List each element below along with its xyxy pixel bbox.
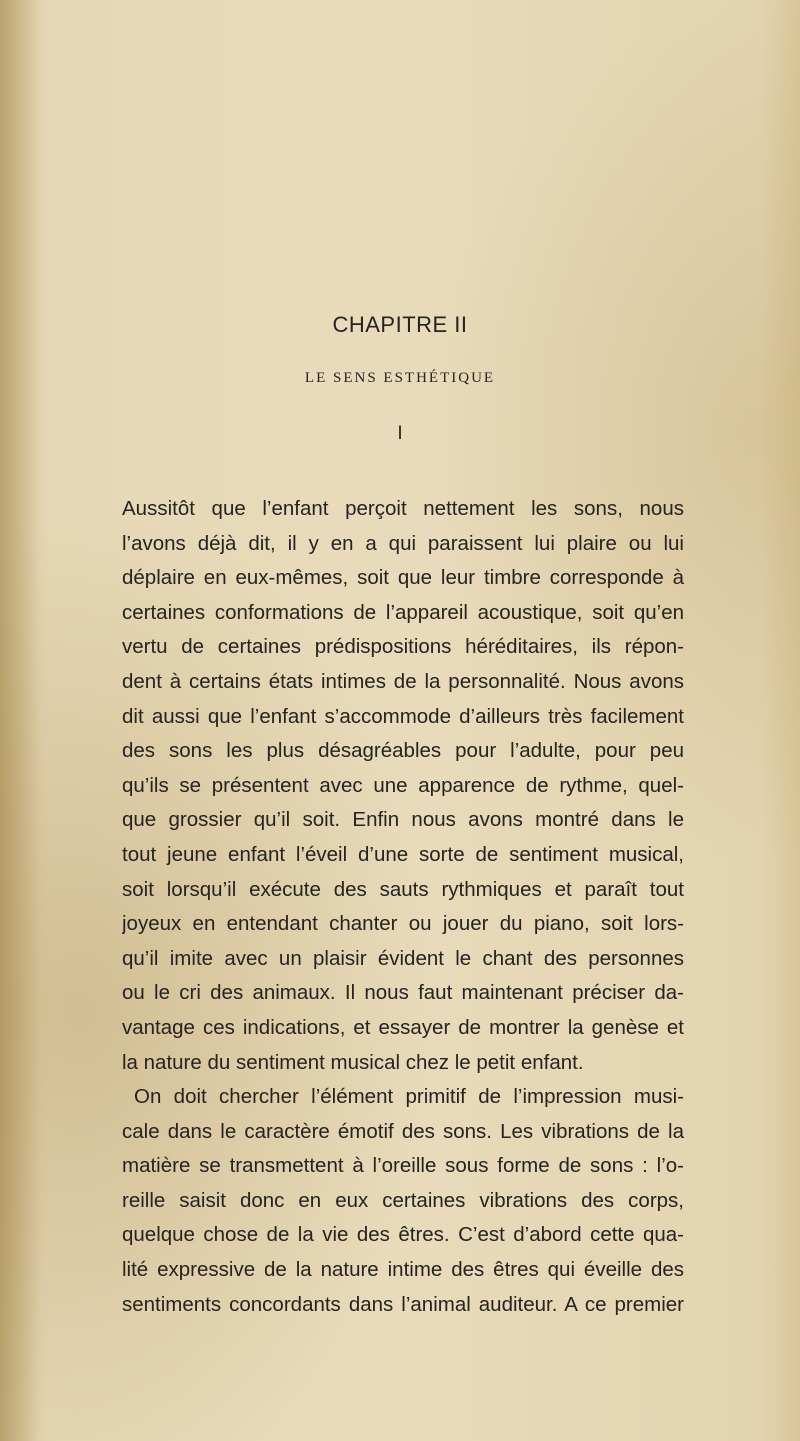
text-line: dent à certains états intimes de la personnalité. Nous avons [122, 669, 684, 693]
text-line: sentiments concordants dans l’animal auditeur. A ce premier [122, 1292, 684, 1316]
text-line: que grossier qu’il soit. Enfin nous avons montré dans le [122, 808, 684, 832]
section-number: I [397, 423, 403, 444]
text-line: qu’il imite avec un plaisir évident le chant des personnes [122, 946, 684, 970]
text-line: déplaire en eux-mêmes, soit que leur timbre corresponde à [122, 566, 684, 590]
text-line: qu’ils se présentent avec une apparence de rythme, quel- [122, 773, 684, 797]
text-line: On doit chercher l’élément primitif de l’impression musi- [134, 1085, 684, 1109]
text-line: tout jeune enfant l’éveil d’une sorte de sentiment musical, [122, 842, 684, 866]
text-line: dit aussi que l’enfant s’accommode d’ailleurs très facilement [122, 704, 684, 728]
text-line: soit lorsqu’il exécute des sauts rythmiques et paraît tout [122, 877, 684, 901]
text-line: quelque chose de la vie des êtres. C’est d’abord cette qua- [122, 1223, 684, 1247]
text-line: l’avons déjà dit, il y en a qui paraissent lui plaire ou lui [122, 531, 684, 555]
text-line: vantage ces indications, et essayer de montrer la genèse et [122, 1015, 684, 1039]
text-line: des sons les plus désagréables pour l’adulte, pour peu [122, 739, 684, 763]
chapter-title: CHAPITRE II [332, 312, 468, 337]
body-text [122, 492, 684, 1322]
text-line: certaines conformations de l’appareil acoustique, soit qu’en [122, 600, 684, 624]
text-line: lité expressive de la nature intime des êtres qui éveille des [122, 1258, 684, 1282]
text-line: la nature du sentiment musical chez le petit enfant. [122, 1050, 584, 1074]
text-line: cale dans le caractère émotif des sons. Les vibrations de la [122, 1119, 684, 1143]
text-line: ou le cri des animaux. Il nous faut maintenant préciser da- [122, 981, 684, 1005]
text-line: matière se transmettent à l’oreille sous forme de sons : l’o- [122, 1154, 684, 1178]
text-line: vertu de certaines prédispositions héréditaires, ils répon- [122, 635, 684, 659]
text-line: reille saisit donc en eux certaines vibrations des corps, [122, 1188, 684, 1212]
page-edge-shadow [0, 0, 40, 1441]
text-line: joyeux en entendant chanter ou jouer du piano, soit lors- [122, 912, 684, 936]
text-line: Aussitôt que l’enfant perçoit nettement les sons, nous [122, 497, 684, 520]
section-title: LE SENS ESTHÉTIQUE [304, 370, 496, 386]
